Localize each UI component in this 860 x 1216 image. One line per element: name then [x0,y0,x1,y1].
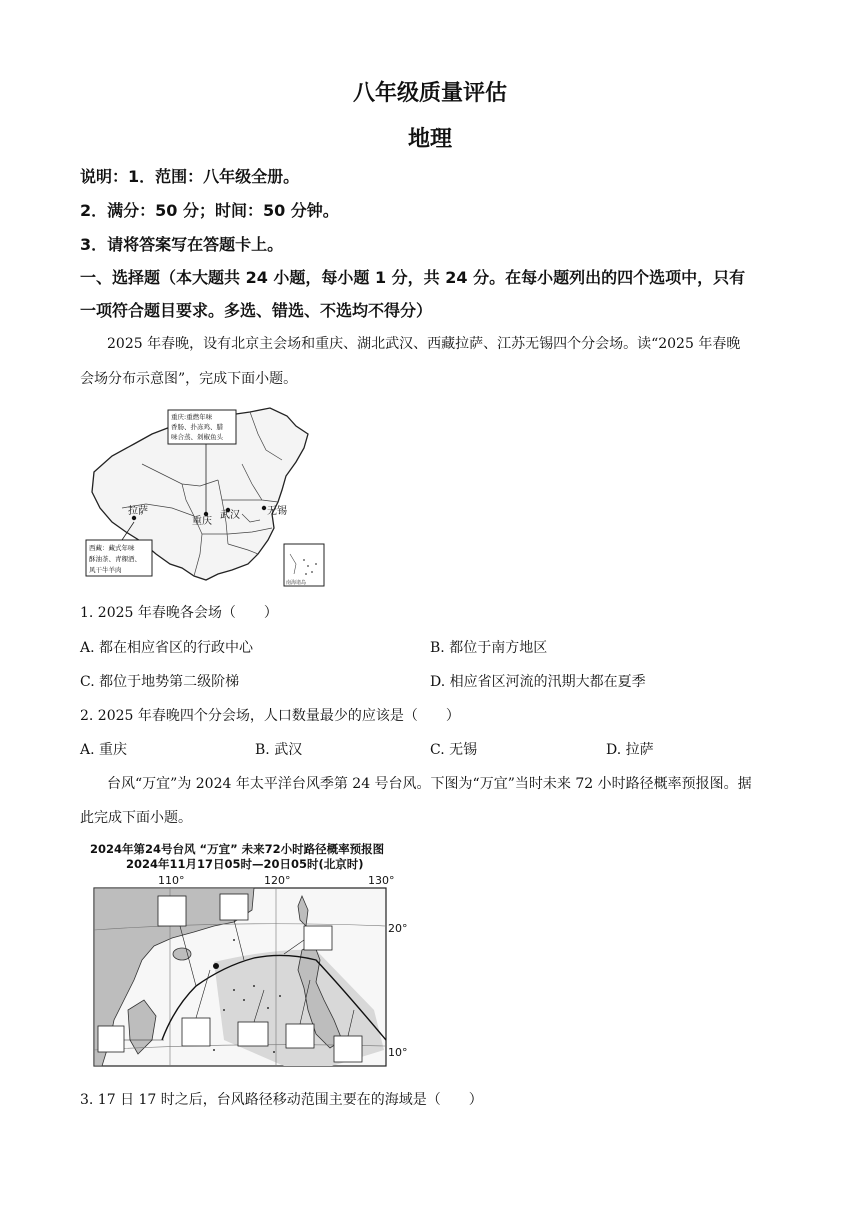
wuxi-marker [262,506,266,510]
spring-gala-venue-map [82,404,332,590]
inset-label: 南海诸岛 [286,580,307,586]
q2-stem: 2. 2025 年春晚四个分会场，人口数量最少的应该是（ ） [80,708,460,724]
passage1-line2: 会场分布示意图”，完成下面小题。 [80,371,298,387]
lat-10-label: 10° [388,1046,408,1059]
passage2-line1: 台风“万宜”为 2024 年太平洋台风季第 24 号台风。下图为“万宜”当时未来 72 小时路径概率预报图。据 [107,776,752,792]
section-heading-line2: 一项符合题目要求。多选、错选、不选均不得分） [80,301,433,320]
q3-stem: 3. 17 日 17 时之后，台风路径移动范围主要在的海域是（ ） [80,1092,483,1108]
q2-option-c[interactable]: C. 无锡 [430,742,478,758]
passage2-line2: 此完成下面小题。 [80,810,192,826]
section-heading-line1: 一、选择题（本大题共 24 小题，每小题 1 分，共 24 分。在每小题列出的四个选项中，只有 [80,268,746,287]
lon-120-label: 120° [264,874,291,887]
chongqing-callout-line1: 重庆:重燃年味 [171,413,213,421]
q1-stem: 1. 2025 年春晚各会场（ ） [80,605,278,621]
typhoon-map-subtitle: 2024年11月17日05时—20日05时(北京时) [126,857,364,871]
q1-option-b[interactable]: B. 都位于南方地区 [430,640,548,656]
chongqing-callout-line3: 味合蒸、剁椒鱼头 [171,433,223,441]
wuhan-label: 武汉 [220,510,240,521]
lasa-label: 拉萨 [128,506,148,517]
subject-title: 地理 [407,127,452,152]
q2-option-b[interactable]: B. 武汉 [255,742,303,758]
tibet-callout-line1: 西藏：藏式年味 [89,544,135,552]
typhoon-track-map [84,840,424,1072]
passage1-line1: 2025 年春晚，设有北京主会场和重庆、湖北武汉、西藏拉萨、江苏无锡四个分会场。读“2025 年春晚 [107,336,741,352]
chongqing-callout-line2: 香肠、扑冻鸡、腊 [171,423,223,431]
q2-option-a[interactable]: A. 重庆 [80,742,128,758]
typhoon-current-position [213,963,219,969]
note-answer-sheet: 3．请将答案写在答题卡上。 [80,235,284,254]
tibet-callout-line2: 酥油茶、青稞酒、 [89,555,141,563]
q1-option-a[interactable]: A. 都在相应省区的行政中心 [80,640,254,656]
q1-option-c[interactable]: C. 都位于地势第二级阶梯 [80,674,240,690]
typhoon-map-title: 2024年第24号台风 “万宜” 未来72小时路径概率预报图 [90,842,385,856]
note-scope: 说明：1．范围：八年级全册。 [80,167,300,186]
lon-130-label: 130° [368,874,395,887]
q1-option-d[interactable]: D. 相应省区河流的汛期大都在夏季 [430,674,646,690]
page-title: 八年级质量评估 [352,81,507,106]
tibet-callout-line3: 风干牛羊肉 [89,566,122,574]
wuxi-label: 无锡 [267,506,287,517]
lon-110-label: 110° [158,874,185,887]
chongqing-label: 重庆 [192,516,212,527]
q2-option-d[interactable]: D. 拉萨 [606,742,654,758]
lat-20-label: 20° [388,922,408,935]
note-score-time: 2．满分：50 分；时间：50 分钟。 [80,201,339,220]
